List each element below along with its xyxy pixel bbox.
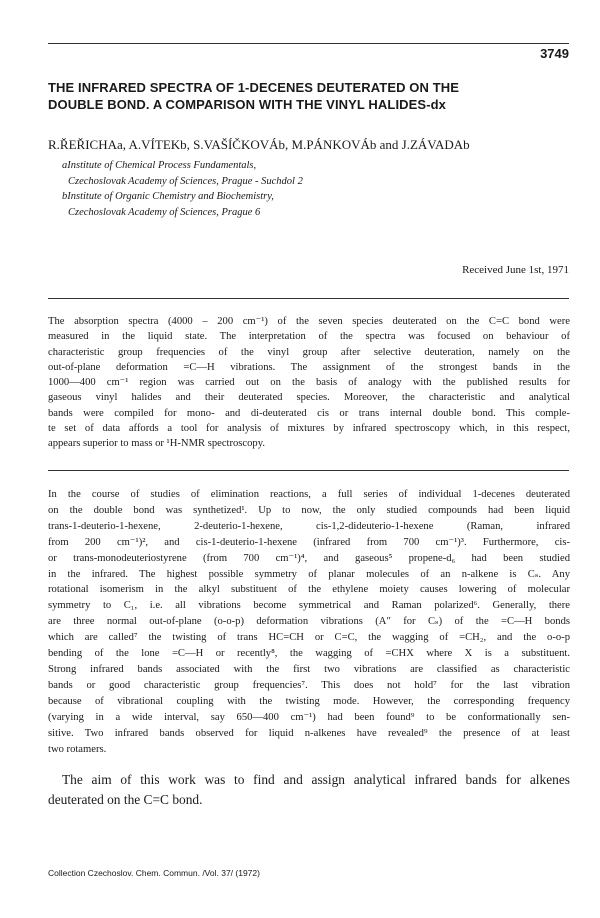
title-line-1: THE INFRARED SPECTRA OF 1-DECENES DEUTERATED ON THE	[48, 80, 460, 95]
abstract	[48, 314, 570, 452]
abstract-line: out-of-plane deformation =C—H vibrations. The assignment of the strongest bands in the	[48, 361, 570, 373]
affiliation-line: aInstitute of Chemical Process Fundamentals,	[62, 160, 257, 171]
affiliation-line: bInstitute of Organic Chemistry and Biochemistry,	[62, 191, 274, 202]
page-number: 3749	[540, 46, 569, 61]
body-line: which are called⁷ the twisting of trans HC=CH or C=C, the wagging of =CH₂, and the o-o-p	[48, 632, 570, 644]
body-line: In the course of studies of elimination reactions, a full series of individual 1-decenes deuterated	[48, 489, 570, 500]
abstract-line: characteristic group frequencies of the vinyl group after selective deuteration, namely on the	[48, 346, 570, 358]
body-line: trans-1-deuterio-1-hexene, 2-deuterio-1-hexene, cis-1,2-dideuterio-1-hexene (Raman, infrared	[48, 520, 570, 532]
abstract-line: appears superior to mass or ¹H-NMR spectroscopy.	[48, 438, 265, 450]
title-line-2: DOUBLE BOND. A COMPARISON WITH THE VINYL HALIDES-dx	[48, 97, 446, 112]
body-line: sitive. Two infrared bands observed for liquid n-alkenes have revealed⁹ the presence of at least	[48, 727, 570, 739]
body-line: (varying in a wide interval, say 650—400 cm⁻¹) had been found⁹ to be conformationally sen-	[48, 711, 570, 723]
abstract-top-rule	[48, 298, 569, 299]
body-line: in the infrared. The highest possible symmetry of planar molecules of an n-alkene is Cₛ. Any	[48, 568, 570, 580]
body-paragraph-2	[48, 770, 570, 810]
article-title	[48, 79, 573, 113]
body-line: rotational isomerism in the alkyl substituent of the ethylene moiety causes lowering of molecular	[48, 584, 570, 596]
body-line: bending of the lone =C—H or recently⁸, the wagging of =CHX where X is a substituent.	[48, 648, 570, 660]
affiliation-line: Czechoslovak Academy of Sciences, Prague 6	[68, 206, 261, 218]
abstract-line: bands were compiled for mono- and di-deuterated cis or trans internal double bond. This comple-	[48, 407, 570, 419]
affiliation-line: Czechoslovak Academy of Sciences, Prague - Suchdol 2	[68, 175, 303, 187]
journal-footer: Collection Czechoslov. Chem. Commun. /Vol. 37/ (1972)	[48, 868, 260, 878]
body-line: on the double bond was synthetized¹. Up to now, the only studied compounds had been liquid	[48, 504, 570, 516]
body-line: are three normal out-of-plane (o-o-p) deformation vibrations (A″ for Cₛ) of the =C—H bonds	[48, 616, 570, 628]
abstract-line: gaseous vinyl halides and their deuterated species. Moreover, the characteristic and analytical	[48, 392, 570, 404]
abstract-line: The absorption spectra (4000 – 200 cm⁻¹) of the seven species deuterated on the C=C bond were	[48, 316, 570, 327]
body-line: The aim of this work was to find and assign analytical infrared bands for alkenes	[62, 772, 570, 787]
body-line: deuterated on the C=C bond.	[48, 792, 203, 807]
body-line: or trans-monodeuteriostyrene (from 700 cm⁻¹)⁴, and gaseous⁵ propene-d₆ had been studied	[48, 552, 570, 564]
body-line: bands or good characteristic group frequencies⁷. This does not hold⁷ for the last vibration	[48, 679, 570, 691]
body-line: Strong infrared bands associated with the first two vibrations are classified as characteristic	[48, 663, 570, 675]
received-date: Received June 1st, 1971	[462, 264, 569, 276]
body-line: from 200 cm⁻¹)², and cis-1-deuterio-1-hexene (infrared from 700 cm⁻¹)³. Furthermore, cis-	[48, 536, 570, 548]
header-rule	[48, 43, 569, 44]
affiliations	[62, 158, 562, 220]
body-line: two rotamers.	[48, 743, 107, 755]
body-line: because of vibrational coupling with the twisting mode. However, the corresponding frequency	[48, 695, 570, 707]
body-line: symmetry to C₁, i.e. all vibrations become symmetrical and Raman polarized⁶. Generally, there	[48, 600, 570, 612]
author-list: R.ŘEŘICHAa, A.VÍTEKb, S.VAŠÍČKOVÁb, M.PÁNKOVÁb and J.ZÁVADAb	[48, 137, 470, 152]
abstract-line: measured in the liquid state. The interpretation of the spectra was focused on behaviour of	[48, 331, 570, 343]
abstract-line: te set of data affords a tool for analysis of mixtures by infrared spectroscopy which, in this respect,	[48, 423, 570, 435]
body-paragraph-1	[48, 487, 570, 757]
abstract-line: 1000—400 cm⁻¹ region was carried out on the basis of analogy with the published results for	[48, 377, 570, 389]
abstract-bottom-rule	[48, 470, 569, 471]
